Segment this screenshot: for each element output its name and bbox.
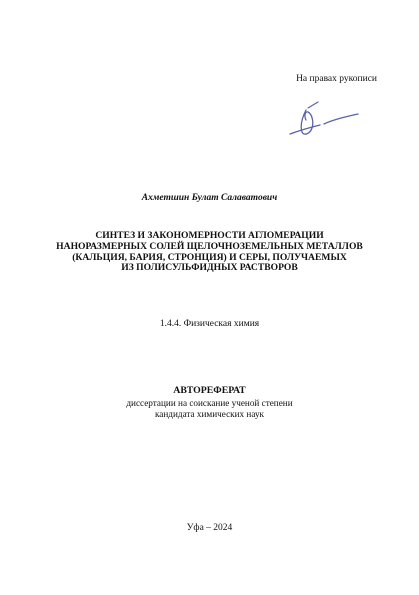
city-year: Уфа – 2024 xyxy=(186,523,233,533)
degree-line: диссертации на соискание ученой степени xyxy=(126,398,293,408)
document-type: АВТОРЕФЕРАТ xyxy=(173,385,246,396)
dissertation-title xyxy=(0,231,419,274)
degree-description xyxy=(0,398,419,420)
signature-icon xyxy=(288,100,372,142)
title-line: (КАЛЬЦИЯ, БАРИЯ, СТРОНЦИЯ) И СЕРЫ, ПОЛУЧАЕМЫХ xyxy=(72,251,347,263)
degree-line: кандидата химических наук xyxy=(154,408,265,419)
rights-note: На правах рукописи xyxy=(296,74,377,84)
specialty-code: 1.4.4. Физическая химия xyxy=(159,319,260,329)
title-line: СИНТЕЗ И ЗАКОНОМЕРНОСТИ АГЛОМЕРАЦИИ xyxy=(95,230,324,241)
title-line: ИЗ ПОЛИСУЛЬФИДНЫХ РАСТВОРОВ xyxy=(121,262,298,274)
title-line: НАНОРАЗМЕРНЫХ СОЛЕЙ ЩЕЛОЧНОЗЕМЕЛЬНЫХ МЕТАЛЛОВ xyxy=(56,240,363,252)
author-name: Ахметшин Булат Салаватович xyxy=(141,193,278,203)
